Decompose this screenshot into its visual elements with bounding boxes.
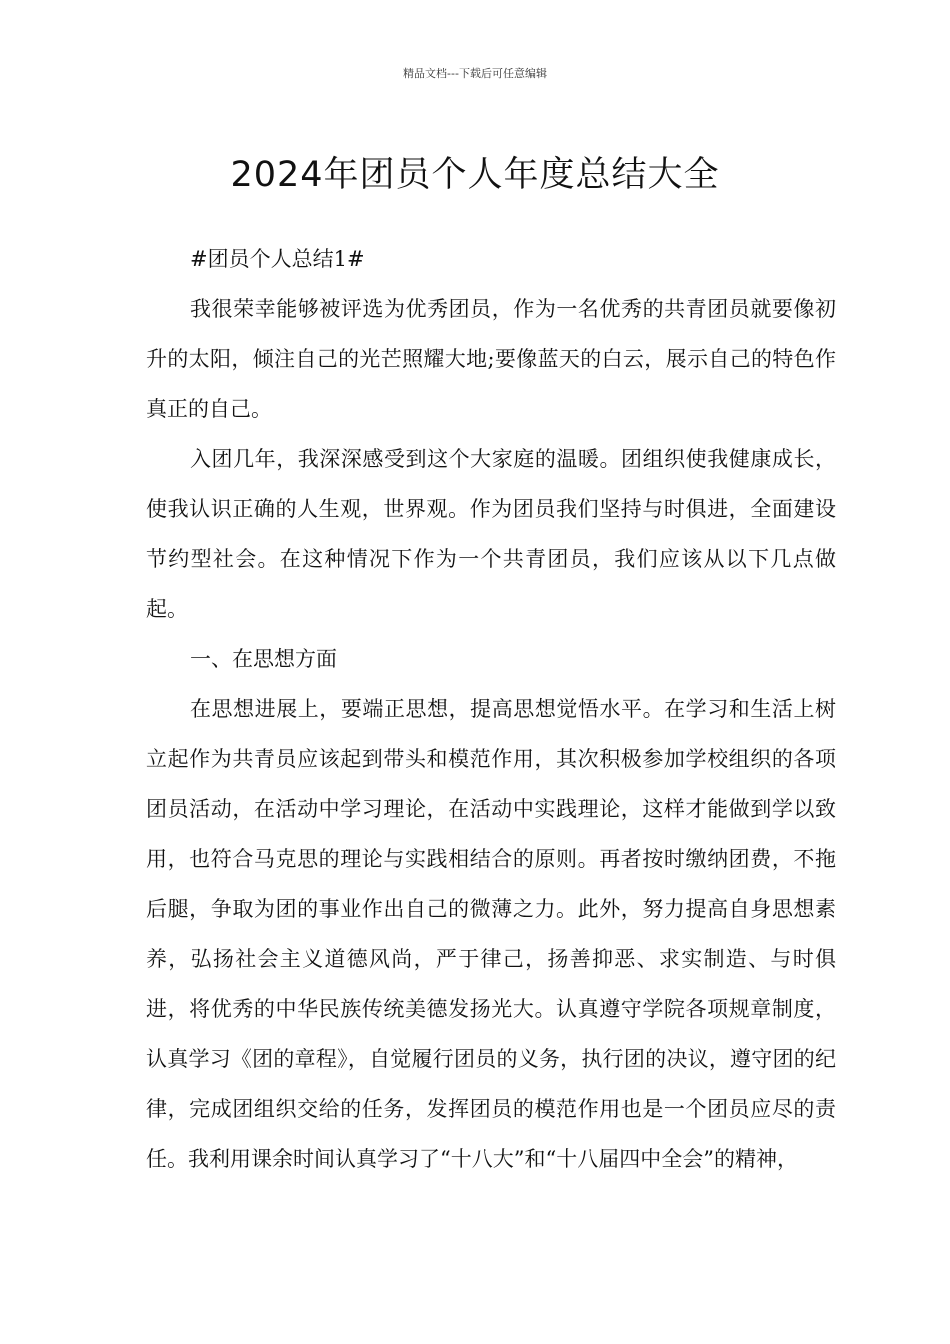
paragraph-experience: 入团几年，我深深感受到这个大家庭的温暖。团组织使我健康成长，使我认识正确的人生观，世界观。作为团员我们坚持与时俱进，全面建设节约型社会。在这种情况下作为一个共青团员，我们应该从以下几点做起。 [146, 447, 836, 621]
paragraph-ideology: 在思想进展上，要端正思想，提高思想觉悟水平。在学习和生活上树立起作为共青员应该起到带头和模范作用，其次积极参加学校组织的各项团员活动，在活动中学习理论，在活动中实践理论，这样才能做到学以致用，也符合马克思的理论与实践相结合的原则。再者按时缴纳团费，不拖后腿，争取为团的事业作出自己的微薄之力。此外，努力提高自身思想素养，弘扬社会主义道德风尚，严于律己，扬善抑恶、求实制造、与时俱进，将优秀的中华民族传统美德发扬光大。认真遵守学院各项规章制度，认真学习《团的章程》，自觉履行团员的义务，执行团的决议，遵守团的纪律，完成团组织交给的任务，发挥团员的模范作用也是一个团员应尽的责任。我利用课余时间认真学习了“十八大”和“十八届四中全会”的精神， [146, 697, 836, 1171]
header-note: 精品文档---下载后可任意编辑 [403, 67, 547, 80]
document-title: 2024年团员个人年度总结大全 [230, 155, 720, 196]
section-heading-ideology: 一、在思想方面 [190, 647, 337, 671]
paragraph-intro: 我很荣幸能够被评选为优秀团员，作为一名优秀的共青团员就要像初升的太阳，倾注自己的光芒照耀大地;要像蓝天的白云，展示自己的特色作真正的自己。 [146, 297, 836, 421]
section-heading-summary-1: #团员个人总结1# [190, 247, 365, 271]
document-body [146, 234, 836, 1184]
